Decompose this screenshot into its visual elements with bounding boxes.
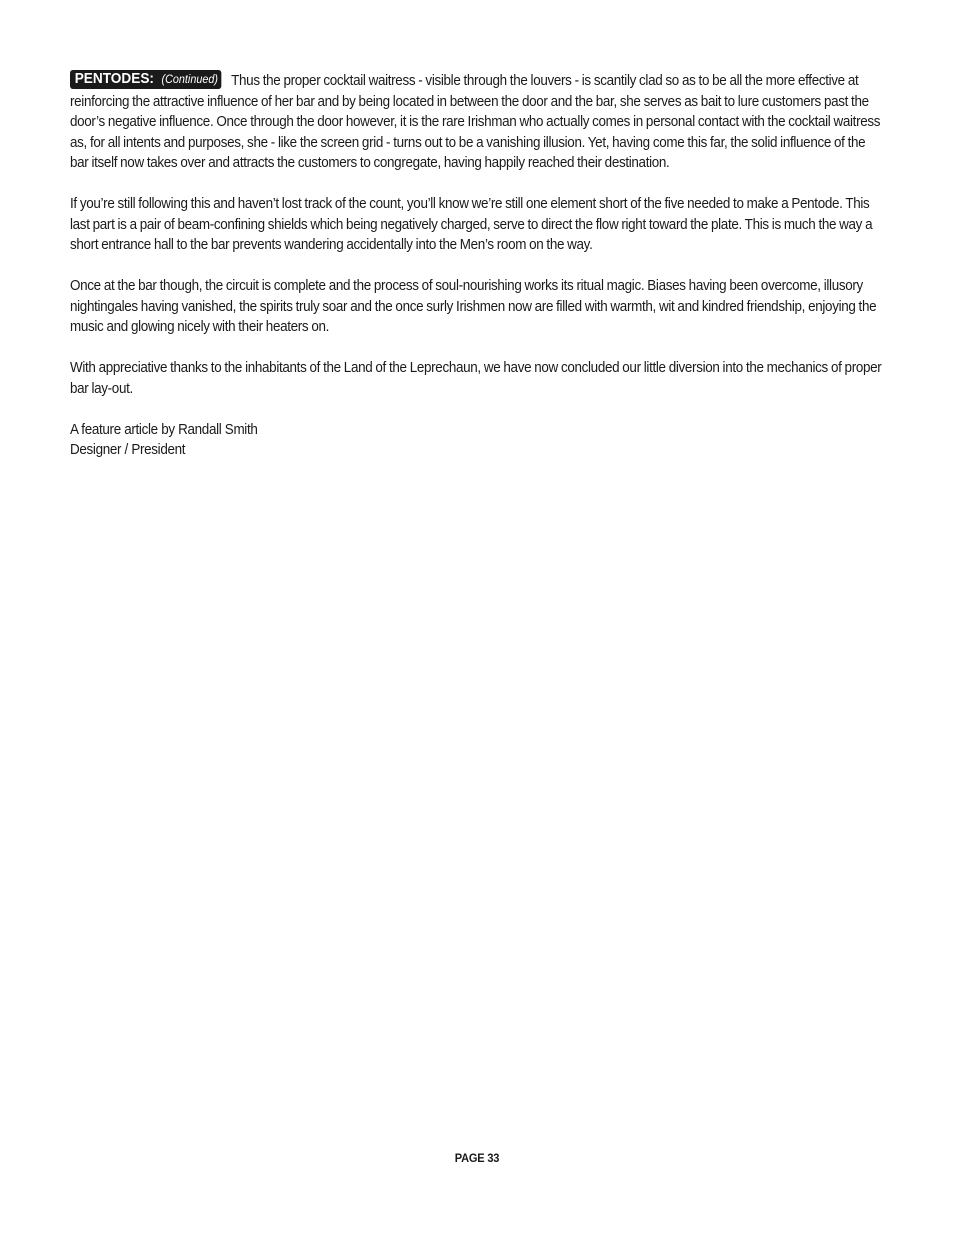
article-body [70, 70, 882, 461]
byline: A feature article by Randall Smith [70, 421, 258, 438]
section-tag [70, 70, 222, 89]
continued-label: (Continued) [161, 74, 218, 86]
paragraph-1-text: Thus the proper cocktail waitress - visible through the louvers - is scantily clad so as to be all the more effective at reinforcing the attractive influence of her bar and by being located in between the door and the bar, she serves as bait to lure customers past the door’s negative influence. Once through the door however, it is the rare Irishman who actually comes in personal contact with the cocktail waitress as, for all intents and purposes, she - like the screen grid - turns out to be a vanishing illusion. Yet, having come this far, the solid influence of the bar itself now takes over and attracts the customers to congregate, having happily reached their destination. [70, 73, 881, 171]
author-role: Designer / President [70, 442, 186, 458]
page-number: PAGE 33 [454, 1151, 500, 1165]
section-title: PENTODES: [74, 71, 154, 87]
paragraph-3: Once at the bar though, the circuit is complete and the process of soul-nourishing works its ritual magic. Biases having been overcome, illusory nightingales having vanished, the spirits truly soar and the once surly Irishmen now are filled with warmth, wit and kindred friendship, enjoying the music and glowing nicely with their heaters on. [70, 278, 877, 335]
paragraph-4: With appreciative thanks to the inhabitants of the Land of the Leprechaun, we have now concluded our little diversion into the mechanics of proper bar lay-out. [70, 360, 882, 397]
paragraph-1 [70, 70, 882, 174]
paragraph-2: If you’re still following this and haven’t lost track of the count, you’ll know we’re still one element short of the five needed to make a Pentode. This last part is a pair of beam-confining shields which being negatively charged, serve to direct the flow right toward the plate. This is much the way a short entrance hall to the bar prevents wandering accidentally into the Men’s room on the way. [70, 196, 873, 253]
signature-block [70, 420, 882, 461]
